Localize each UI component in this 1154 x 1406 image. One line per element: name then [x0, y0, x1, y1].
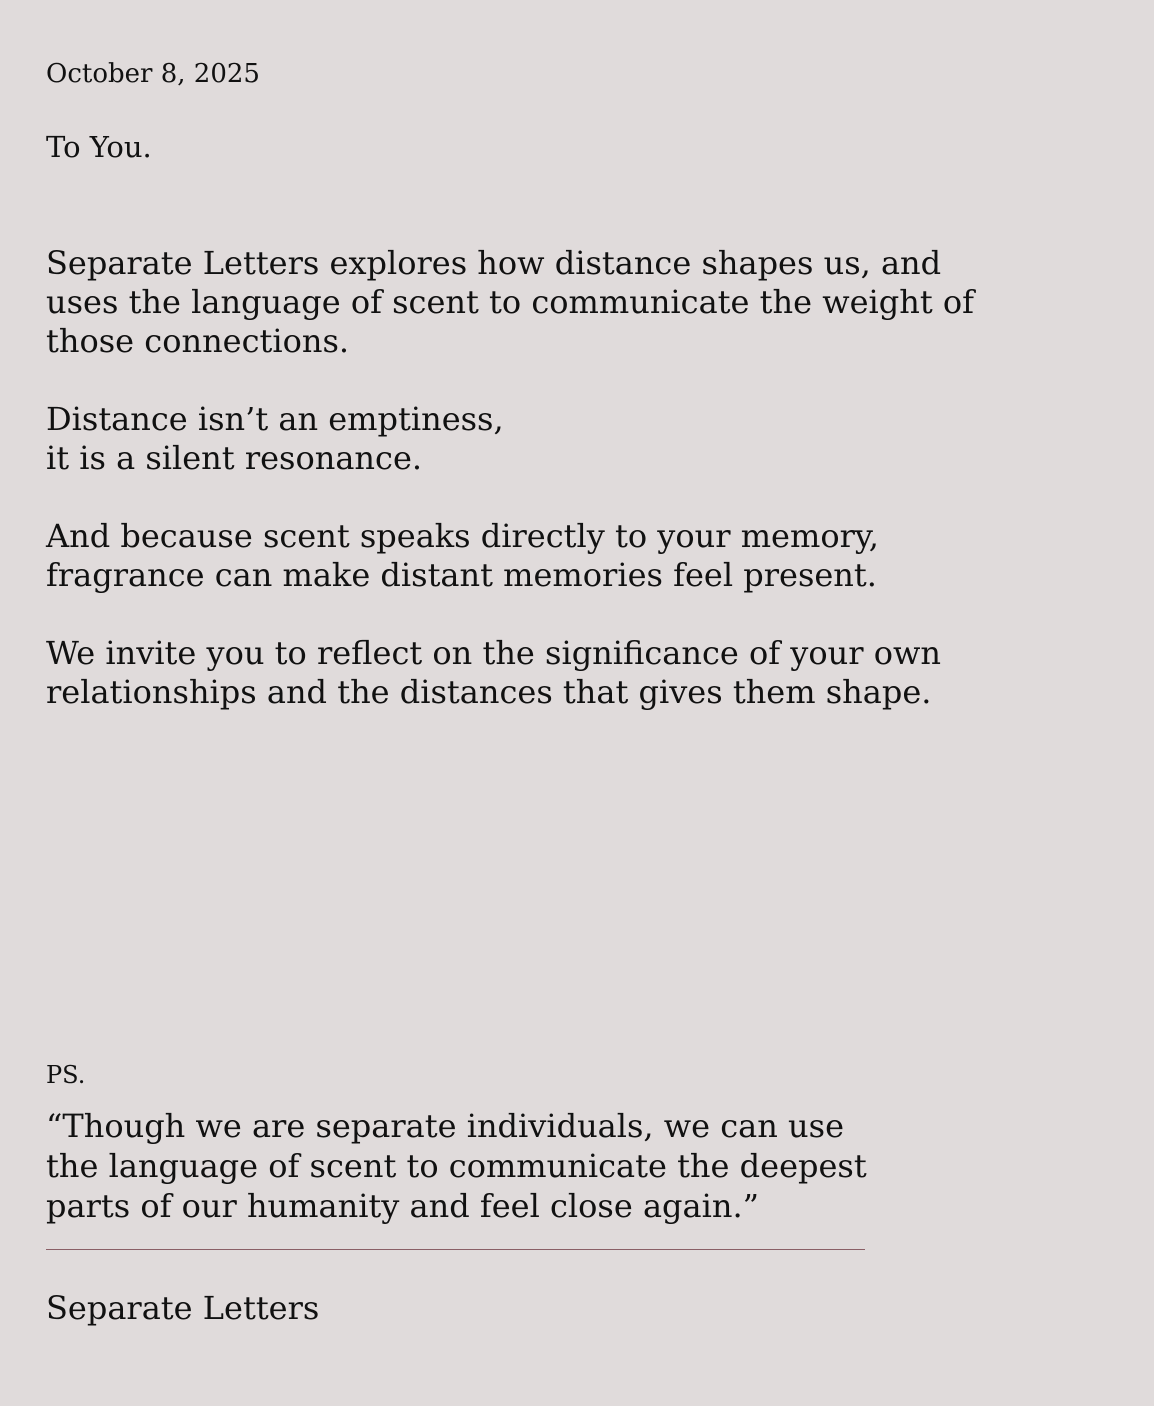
paragraph-line: fragrance can make distant memories feel present.: [46, 556, 877, 594]
paragraph-invitation: [46, 634, 1046, 712]
letter-date: October 8, 2025: [46, 59, 260, 89]
paragraph-line: uses the language of scent to communicate the weight of: [46, 283, 974, 321]
letter-page: [46, 0, 1106, 1406]
paragraph-line: Separate Letters explores how distance shapes us, and: [46, 244, 942, 282]
quote-line: “Though we are separate individuals, we can use: [46, 1107, 844, 1145]
ps-quote: [46, 1106, 867, 1226]
signature-divider: [46, 1249, 865, 1250]
paragraph-intro: [46, 244, 1046, 361]
ps-label: PS.: [46, 1061, 86, 1089]
salutation: To You.: [46, 130, 152, 164]
paragraph-line: relationships and the distances that gives them shape.: [46, 673, 932, 711]
paragraph-scent-memory: [46, 517, 1046, 595]
paragraph-line: it is a silent resonance.: [46, 439, 423, 477]
quote-line: parts of our humanity and feel close again.”: [46, 1187, 759, 1225]
quote-line: the language of scent to communicate the deepest: [46, 1147, 867, 1185]
paragraph-line: We invite you to reflect on the significance of your own: [46, 634, 941, 672]
paragraph-line: Distance isn’t an emptiness,: [46, 400, 504, 438]
signature: Separate Letters: [46, 1289, 320, 1327]
paragraph-line: And because scent speaks directly to your memory,: [46, 517, 879, 555]
letter-body: [46, 244, 1046, 751]
paragraph-distance: [46, 400, 1046, 478]
paragraph-line: those connections.: [46, 322, 350, 360]
